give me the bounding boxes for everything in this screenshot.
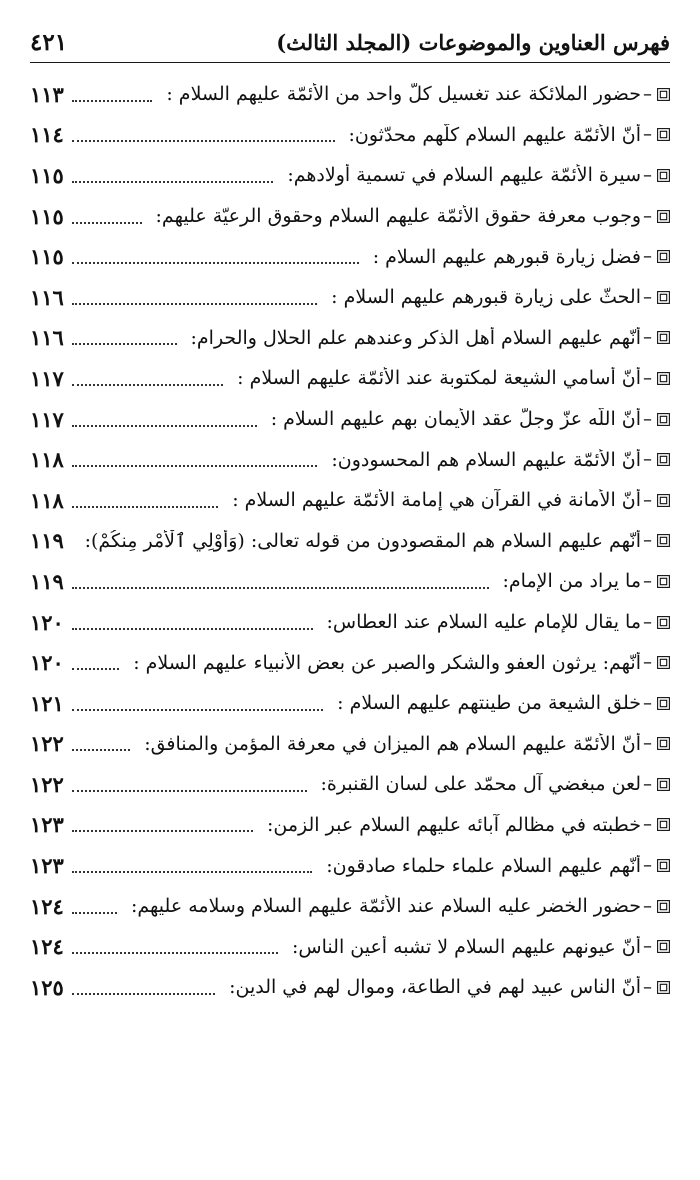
- entry-title: أنّ الأمانة في القرآن هي إمامة الأئمّة عليهم السلام :: [232, 489, 641, 512]
- entry-title: أنّ الأئمّة عليهم السلام كلّهم محدّثون:: [348, 123, 641, 146]
- entry-title: خطبته في مظالم آبائه عليهم السلام عبر الزمن:: [266, 813, 641, 836]
- boxed-square-icon: [657, 128, 670, 141]
- entry-page-number: ١٢٣: [30, 812, 64, 838]
- entry-title: لعن مبغضي آل محمّد على لسان القنبرة:: [320, 773, 641, 796]
- entry-title: أنّ الأئمّة عليهم السلام هم المحسودون:: [331, 448, 641, 471]
- boxed-square-icon: [657, 250, 670, 263]
- entry-page-number: ١١٨: [30, 487, 64, 513]
- dot-leader: [72, 708, 323, 711]
- entry-page-number: ١٢١: [30, 690, 64, 716]
- entry-page-number: ١٢٥: [30, 974, 64, 1000]
- dot-leader: [72, 180, 273, 183]
- entry-dash: –: [643, 936, 652, 958]
- index-entry: [30, 561, 670, 602]
- boxed-square-icon: [657, 169, 670, 182]
- dot-leader: [72, 951, 278, 954]
- entry-dash: –: [643, 124, 652, 146]
- entry-page-number: ١٢٤: [30, 893, 64, 919]
- dot-leader: [72, 829, 253, 832]
- entry-dash: –: [643, 855, 652, 877]
- entry-title: الحثّ على زيارة قبورهم عليهم السلام :: [331, 286, 641, 309]
- entry-dash: –: [643, 408, 652, 430]
- dot-leader: [72, 99, 153, 102]
- dot-leader: [72, 302, 317, 305]
- entry-page-number: ١٢٣: [30, 853, 64, 879]
- boxed-square-icon: [657, 453, 670, 466]
- page-number: ٤٢١: [30, 28, 68, 56]
- entry-page-number: ١٢٢: [30, 731, 64, 757]
- entry-page-number: ١٢٤: [30, 934, 64, 960]
- boxed-square-icon: [657, 331, 670, 344]
- boxed-square-icon: [657, 88, 670, 101]
- entry-page-number: ١١٧: [30, 365, 64, 391]
- entry-page-number: ١١٨: [30, 447, 64, 473]
- boxed-square-icon: [657, 656, 670, 669]
- entry-title: ما يقال للإمام عليه السلام عند العطاس:: [326, 611, 641, 634]
- dot-leader: [72, 992, 215, 995]
- dot-leader: [72, 870, 312, 873]
- entry-title: أنّهم عليهم السلام علماء حلماء صادقون:: [326, 854, 641, 877]
- entry-dash: –: [643, 652, 652, 674]
- boxed-square-icon: [657, 981, 670, 994]
- boxed-square-icon: [657, 372, 670, 385]
- entry-page-number: ١١٩: [30, 568, 64, 594]
- entry-page-number: ١٢٢: [30, 771, 64, 797]
- entry-title: أنّ أسامي الشيعة لمكتوبة عند الأئمّة عليهم السلام :: [237, 367, 641, 390]
- boxed-square-icon: [657, 291, 670, 304]
- index-entry: [30, 683, 670, 724]
- entry-page-number: ١١٧: [30, 406, 64, 432]
- dot-leader: [72, 505, 218, 508]
- index-entry: [30, 764, 670, 805]
- entry-dash: –: [643, 327, 652, 349]
- boxed-square-icon: [657, 818, 670, 831]
- dot-leader: [72, 667, 119, 670]
- index-entry: [30, 236, 670, 277]
- dot-leader: [72, 221, 142, 224]
- dot-leader: [72, 789, 307, 792]
- dot-leader: [72, 748, 130, 751]
- index-entry: [30, 318, 670, 359]
- entry-title: وجوب معرفة حقوق الأئمّة عليهم السلام وحقوق الرعيّة عليهم:: [155, 205, 641, 228]
- boxed-square-icon: [657, 778, 670, 791]
- entry-title: فضل زيارة قبورهم عليهم السلام :: [372, 245, 641, 268]
- entry-dash: –: [643, 976, 652, 998]
- entry-title: خلق الشيعة من طينتهم عليهم السلام :: [337, 692, 641, 715]
- entry-page-number: ١٢٠: [30, 650, 64, 676]
- page-header: [30, 22, 670, 62]
- entry-dash: –: [643, 733, 652, 755]
- index-entry: [30, 886, 670, 927]
- index-entry: [30, 521, 670, 562]
- entry-dash: –: [643, 530, 652, 552]
- index-entry: [30, 115, 670, 156]
- index-entry: [30, 399, 670, 440]
- index-entry: [30, 724, 670, 765]
- boxed-square-icon: [657, 494, 670, 507]
- entry-dash: –: [643, 83, 652, 105]
- dot-leader: [72, 424, 257, 427]
- entry-page-number: ١١٥: [30, 244, 64, 270]
- header-divider: [30, 62, 670, 63]
- dot-leader: [72, 139, 335, 142]
- boxed-square-icon: [657, 210, 670, 223]
- entry-dash: –: [643, 570, 652, 592]
- dot-leader: [72, 383, 223, 386]
- dot-leader: [72, 911, 117, 914]
- entry-title: حضور الملائكة عند تغسيل كلّ واحد من الأئمّة عليهم السلام :: [166, 83, 641, 106]
- entry-dash: –: [643, 692, 652, 714]
- entry-title: أنّ الأئمّة عليهم السلام هم الميزان في معرفة المؤمن والمنافق:: [144, 732, 641, 755]
- entry-title: أنّهم عليهم السلام هم المقصودون من قوله تعالى: (وَأُوْلِي ٱلْأَمْرِ مِنكُمْ):: [84, 529, 641, 552]
- boxed-square-icon: [657, 940, 670, 953]
- index-entry: [30, 155, 670, 196]
- index-entry: [30, 845, 670, 886]
- boxed-square-icon: [657, 697, 670, 710]
- entry-page-number: ١١٥: [30, 203, 64, 229]
- index-entry: [30, 439, 670, 480]
- index-entry: [30, 196, 670, 237]
- boxed-square-icon: [657, 413, 670, 426]
- index-entry-list: [30, 74, 670, 1008]
- index-entry: [30, 602, 670, 643]
- dot-leader: [72, 342, 177, 345]
- entry-dash: –: [643, 205, 652, 227]
- dot-leader: [72, 464, 318, 467]
- boxed-square-icon: [657, 534, 670, 547]
- entry-dash: –: [643, 773, 652, 795]
- entry-dash: –: [643, 611, 652, 633]
- entry-page-number: ١١٦: [30, 284, 64, 310]
- index-entry: [30, 277, 670, 318]
- dot-leader: [72, 261, 359, 264]
- entry-page-number: ١١٤: [30, 122, 64, 148]
- index-entry: [30, 74, 670, 115]
- entry-title: أنّ الناس عبيد لهم في الطاعة، وموال لهم في الدين:: [229, 976, 641, 999]
- boxed-square-icon: [657, 575, 670, 588]
- entry-title: سيرة الأئمّة عليهم السلام في تسمية أولادهم:: [287, 164, 641, 187]
- index-entry: [30, 358, 670, 399]
- entry-title: ما يراد من الإمام:: [502, 570, 641, 593]
- entry-dash: –: [643, 814, 652, 836]
- entry-page-number: ١١٩: [30, 528, 64, 554]
- boxed-square-icon: [657, 616, 670, 629]
- entry-dash: –: [643, 367, 652, 389]
- index-entry: [30, 967, 670, 1008]
- entry-page-number: ١١٦: [30, 325, 64, 351]
- entry-page-number: ١٢٠: [30, 609, 64, 635]
- entry-page-number: ١١٣: [30, 81, 64, 107]
- boxed-square-icon: [657, 900, 670, 913]
- entry-title: حضور الخضر عليه السلام عند الأئمّة عليهم السلام وسلامه عليهم:: [131, 895, 641, 918]
- entry-dash: –: [643, 449, 652, 471]
- entry-title: أنّ اللّه عزّ وجلّ عقد الأيمان بهم عليهم السلام :: [270, 408, 641, 431]
- index-entry: [30, 926, 670, 967]
- header-title: فهرس العناوين والموضوعات (المجلد الثالث): [276, 29, 670, 55]
- index-entry: [30, 480, 670, 521]
- entry-dash: –: [643, 164, 652, 186]
- entry-title: أنّهم عليهم السلام أهل الذكر وعندهم علم الحلال والحرام:: [190, 326, 641, 349]
- entry-dash: –: [643, 895, 652, 917]
- boxed-square-icon: [657, 859, 670, 872]
- dot-leader: [72, 586, 489, 589]
- index-entry: [30, 805, 670, 846]
- index-entry: [30, 642, 670, 683]
- entry-title: أنّ عيونهم عليهم السلام لا تشبه أعين الناس:: [292, 935, 641, 958]
- entry-dash: –: [643, 246, 652, 268]
- entry-title: أنّهم: يرثون العفو والشكر والصبر عن بعض الأنبياء عليهم السلام :: [133, 651, 641, 674]
- boxed-square-icon: [657, 737, 670, 750]
- entry-page-number: ١١٥: [30, 162, 64, 188]
- dot-leader: [72, 627, 313, 630]
- entry-dash: –: [643, 489, 652, 511]
- entry-dash: –: [643, 286, 652, 308]
